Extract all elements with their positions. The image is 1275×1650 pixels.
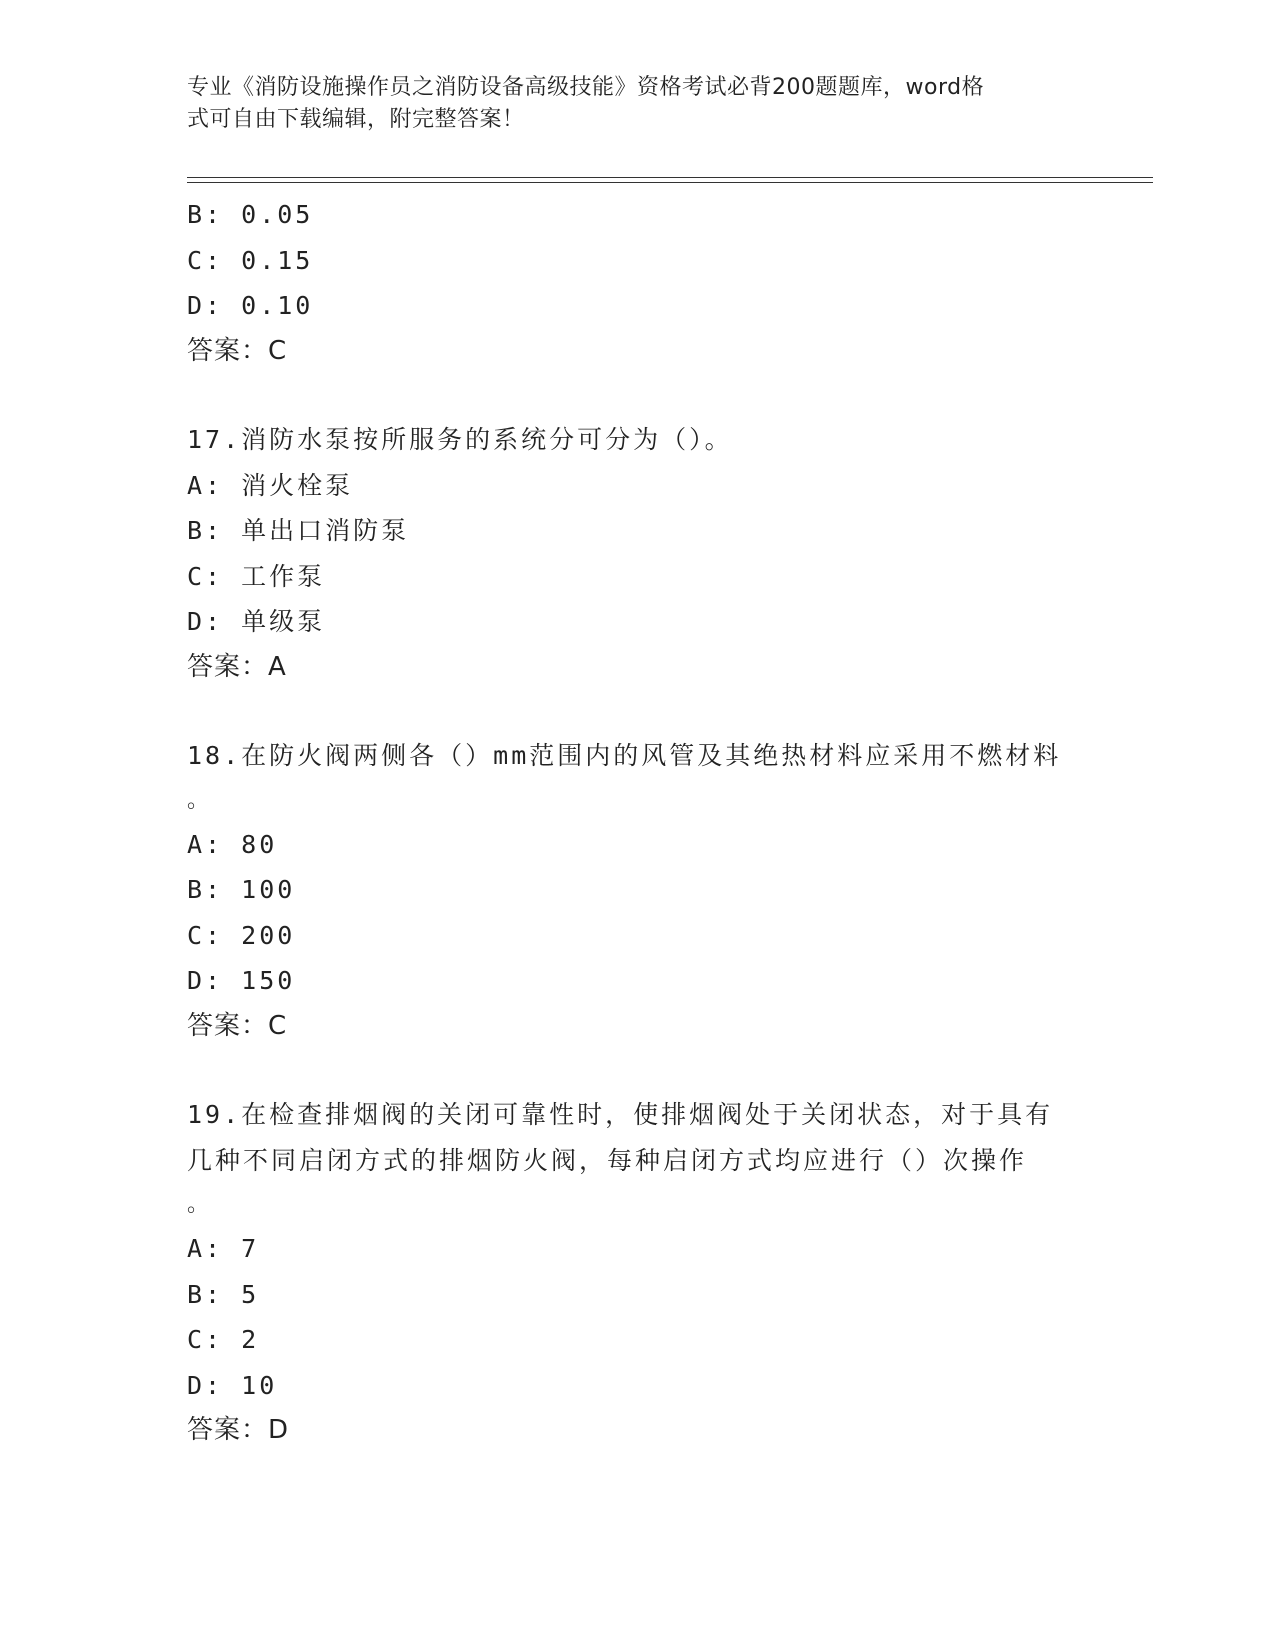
question-stem-line-2: 几种不同启闭方式的排烟防火阀，每种启闭方式均应进行（）次操作 [187, 1145, 1028, 1175]
header-line-2: 式可自由下载编辑，附完整答案！ [187, 107, 525, 132]
option-c: C: 工作泵 [187, 561, 326, 591]
spacer [187, 690, 1087, 733]
option-d: D: 0.10 [187, 291, 314, 320]
header-line-1: 专业《消防设施操作员之消防设备高级技能》资格考试必背200题题库，word格 [187, 75, 985, 100]
question-19 [187, 1092, 1087, 1454]
option-a: A: 消火栓泵 [187, 470, 354, 500]
spacer [187, 1049, 1087, 1092]
question-17 [187, 417, 1087, 690]
answer: 答案：A [187, 651, 287, 682]
option-d: D: 单级泵 [187, 607, 326, 636]
question-18 [187, 733, 1087, 1049]
option-c: C: 0.15 [187, 245, 314, 275]
option-a: A: 80 [187, 829, 278, 859]
question-stem-continued: 。 [187, 1192, 210, 1217]
option-b: B: 0.05 [187, 200, 314, 229]
answer: 答案：D [187, 1415, 290, 1445]
spacer [187, 374, 1087, 417]
answer: 答案：C [187, 335, 288, 366]
question-stem: 19.在检查排烟阀的关闭可靠性时，使排烟阀处于关闭状态，对于具有 [187, 1100, 1054, 1129]
header-divider-bottom [187, 182, 1153, 183]
question-stem-continued: 。 [187, 787, 210, 813]
option-b: B: 5 [187, 1279, 260, 1309]
question-stem: 18.在防火阀两侧各（）mm范围内的风管及其绝热材料应采用不燃材料 [187, 741, 1062, 770]
answer: 答案：C [187, 1010, 288, 1041]
header-divider-top [187, 177, 1153, 178]
option-b: B: 100 [187, 875, 296, 904]
question-list [187, 192, 1087, 1454]
question-stem: 17.消防水泵按所服务的系统分可分为（）。 [187, 425, 733, 454]
option-b: B: 单出口消防泵 [187, 516, 410, 545]
option-d: D: 10 [187, 1370, 278, 1400]
option-c: C: 2 [187, 1325, 260, 1354]
option-a: A: 7 [187, 1234, 260, 1263]
document-header [187, 72, 1067, 136]
option-d: D: 150 [187, 966, 296, 995]
question-16-tail [187, 192, 1087, 374]
option-c: C: 200 [187, 920, 296, 950]
